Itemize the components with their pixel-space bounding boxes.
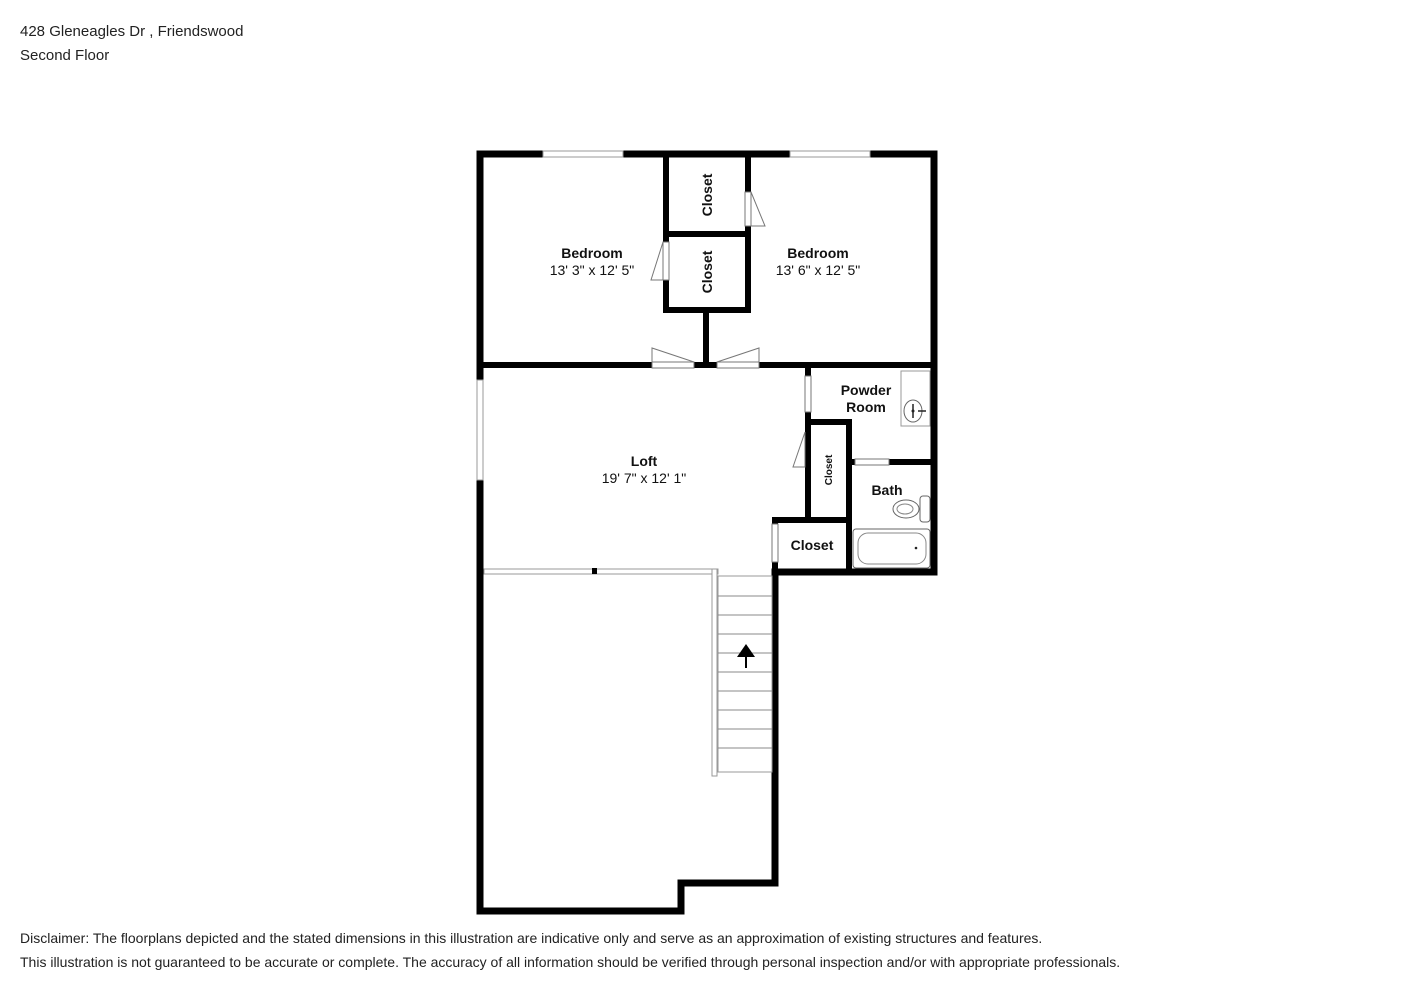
bedroom-left-name: Bedroom <box>561 245 623 261</box>
bedroom-left-dims: 13' 3" x 12' 5" <box>549 262 635 278</box>
windows <box>477 151 870 480</box>
floor-label: Second Floor <box>20 47 110 64</box>
bathtub-icon <box>853 529 930 568</box>
bath-label: Bath <box>871 482 903 498</box>
closet-top-label: Closet <box>699 173 715 217</box>
loft-name: Loft <box>630 453 658 469</box>
closet-mid-label: Closet <box>699 250 715 294</box>
address-title: 428 Gleneagles Dr , Friendswood <box>20 23 244 40</box>
toilet-icon <box>893 496 930 522</box>
powder-room-label-2: Room <box>846 399 886 415</box>
powder-room-label-1: Powder <box>840 382 892 398</box>
doors <box>651 192 889 562</box>
disclaimer-line-2: This illustration is not guaranteed to be accurate or complete. The accuracy of all information should be verified through personal inspection and/or with appropriate professionals. <box>20 954 1121 970</box>
bedroom-right-name: Bedroom <box>787 245 849 261</box>
loft-railing <box>484 568 718 776</box>
bedroom-right-dims: 13' 6" x 12' 5" <box>775 262 861 278</box>
closet-lower-label: Closet <box>790 537 834 553</box>
staircase <box>718 576 772 772</box>
closet-small-label: Closet <box>824 454 835 486</box>
loft-dims: 19' 7" x 12' 1" <box>601 470 687 486</box>
disclaimer-line-1: Disclaimer: The floorplans depicted and the stated dimensions in this illustration are indicative only and serve as an approximation of existing structures and features. <box>20 930 1043 946</box>
sink-icon <box>901 371 930 426</box>
